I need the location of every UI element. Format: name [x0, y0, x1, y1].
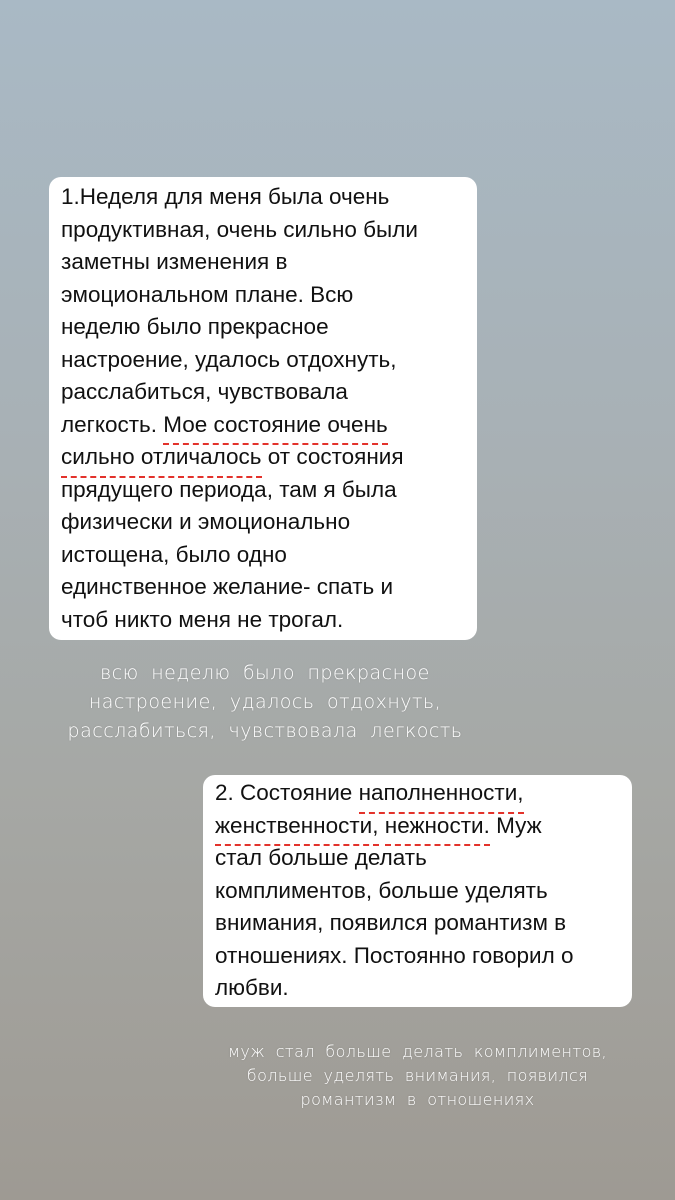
caption-line: расслабиться, чувствовала легкость	[67, 720, 463, 742]
highlighted-phrase: сильно отличалось	[61, 441, 262, 474]
note-text: 2. Состояние	[215, 780, 353, 805]
note-line	[61, 409, 467, 442]
note-line: заметны изменения в	[61, 249, 288, 274]
note-line	[215, 777, 622, 810]
note-text: от состояния	[267, 444, 404, 469]
note-line: единственное желание- спать и	[61, 574, 394, 599]
note-line: чтоб никто меня не трогал.	[61, 606, 344, 632]
story-note-card-1	[49, 177, 477, 640]
note-line: настроение, удалось отдохнуть,	[61, 346, 397, 372]
highlighted-phrase: Мое состояние очень	[163, 409, 387, 442]
caption-line: всю неделю было прекрасное	[100, 662, 430, 684]
highlighted-phrase: нежности.	[385, 810, 490, 843]
story-caption-1	[40, 659, 490, 746]
note-line: отношениях. Постоянно говорил о	[215, 942, 574, 968]
note-line: эмоциональном плане. Всю	[61, 281, 354, 307]
note-line: расслабиться, чувствовала	[61, 379, 348, 404]
caption-line: настроение, удалось отдохнуть,	[88, 691, 442, 713]
note-line: физически и эмоционально	[61, 509, 351, 534]
note-line: продуктивная, очень сильно были	[61, 216, 418, 242]
story-caption-2	[190, 1040, 645, 1112]
note-line	[61, 441, 467, 474]
caption-line: романтизм в отношениях	[300, 1090, 535, 1109]
note-line: комплиментов, больше уделять	[215, 877, 548, 903]
story-note-card-2	[203, 775, 632, 1007]
note-line: стал больше делать	[215, 845, 427, 870]
highlighted-phrase: женственности,	[215, 810, 379, 843]
note-line: любви.	[215, 975, 289, 1000]
note-line	[215, 810, 622, 843]
highlighted-phrase: наполненности,	[359, 777, 524, 810]
note-line: внимания, появился романтизм в	[215, 910, 567, 935]
caption-line: больше уделять внимания, появился	[246, 1066, 589, 1085]
note-line: 1.Неделя для меня была очень	[61, 184, 390, 209]
note-text: легкость.	[61, 411, 157, 437]
note-line: истощена, было одно	[61, 541, 287, 567]
note-text: Муж	[496, 812, 542, 838]
note-line: прядущего периода, там я была	[61, 476, 397, 502]
caption-line: муж стал больше делать комплиментов,	[227, 1042, 608, 1061]
note-line: неделю было прекрасное	[61, 314, 329, 339]
